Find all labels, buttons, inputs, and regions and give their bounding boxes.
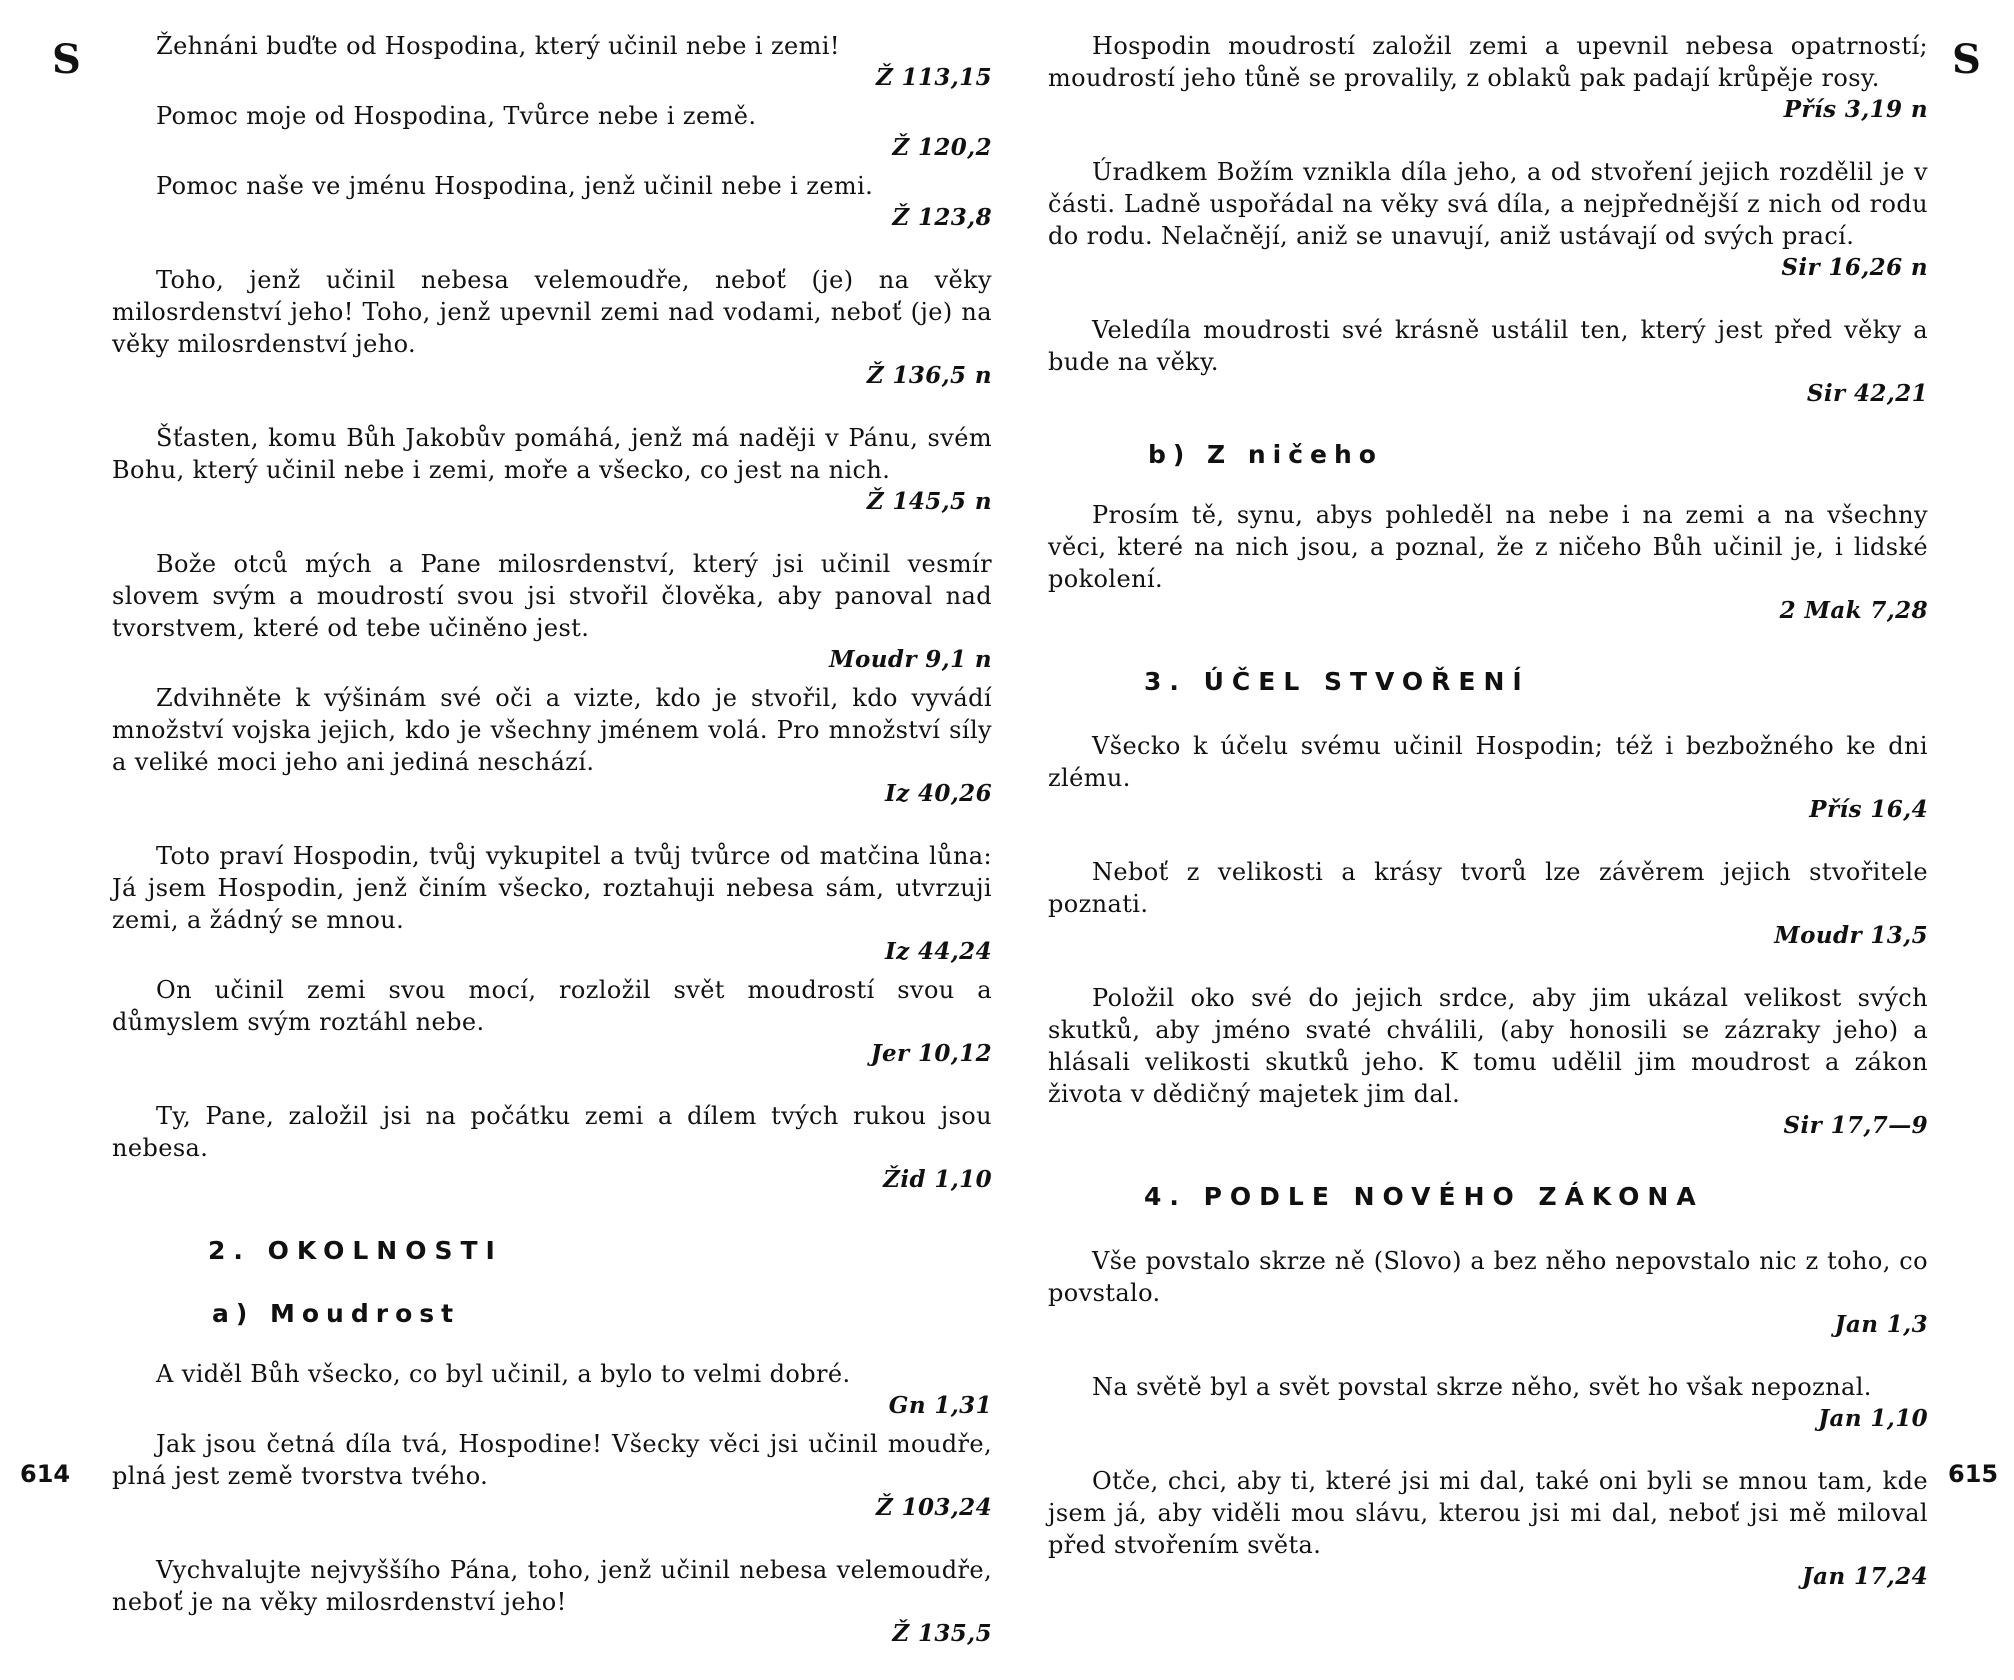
verse [112,1554,992,1650]
verse-reference: Jer 10,12 [870,1040,992,1067]
right-letter-marker: S [1952,36,1981,83]
verse-text: Úradkem Božím vznikla díla jeho, a od stvoření jejich rozdělil je v části. Ladně uspořádal na věky svá díla, a nejpřednější z nich od rodu do rodu. Nelačnějí, aniž se unavují, aniž ustávají od svých prací. [1048,158,1928,250]
verse-text: Šťasten, komu Bůh Jakobův pomáhá, jenž má naději v Pánu, svém Bohu, který učinil nebe i zemi, moře a všecko, co jest na nich. [112,424,992,484]
verse-reference: Moudr 9,1 n [829,646,992,673]
verse [112,30,992,94]
verse-reference: Ž 135,5 [892,1620,992,1647]
verse-text: Žehnáni buďte od Hospodina, který učinil nebe i zemi! [156,32,840,60]
right-verses-a [1048,30,1928,410]
verse-text: Pomoc moje od Hospodina, Tvůrce nebe i země. [156,102,757,130]
verse-text: Bože otců mých a Pane milosrdenství, který jsi učinil vesmír slovem svým a moudrostí svou jsi stvořil člověka, aby panoval nad tvorstvem, které od tebe učiněno jest. [112,550,992,642]
verse-reference: Ž 145,5 n [866,488,992,515]
left-page [112,30,992,1680]
verse-reference: Iz 44,24 [884,938,992,965]
verse [112,548,992,676]
verse-text: On učinil zemi svou mocí, rozložil svět moudrostí svou a důmyslem svým roztáhl nebe. [112,976,992,1036]
verse-reference: Gn 1,31 [888,1392,992,1419]
left-verses-b [112,1358,992,1650]
verse [112,840,992,968]
verse-text: Položil oko své do jejich srdce, aby jim ukázal velikost svých skutků, aby jméno svaté chválili, (aby honosili se zázraky jeho) a hlásali velikosti skutků jeho. K tomu udělil jim moudrost a zákon života v dědičný majetek jim dal. [1048,984,1928,1108]
verse-reference: Iz 40,26 [884,780,992,807]
left-page-number: 614 [20,1460,71,1488]
verse [1048,156,1928,284]
right-verses-d [1048,1245,1928,1593]
verse [1048,730,1928,826]
verse-text: Všecko k účelu svému učinil Hospodin; též i bezbožného ke dni zlému. [1048,732,1928,792]
verse-reference: Ž 136,5 n [866,362,992,389]
verse [1048,856,1928,952]
verse-text: Vychvalujte nejvyššího Pána, toho, jenž učinil nebesa velemoudře, neboť je na věky milosrdenství jeho! [112,1556,992,1616]
verse [1048,1245,1928,1341]
verse-text: Vše povstalo skrze ně (Slovo) a bez něho nepovstalo nic z toho, co povstalo. [1048,1247,1928,1307]
verse-reference: 2 Mak 7,28 [1779,597,1928,624]
section-heading: 2. OKOLNOSTI [208,1236,503,1265]
verse-text: Zdvihněte k výšinám své oči a vizte, kdo je stvořil, kdo vyvádí množství vojska jejich, kdo je všechny jménem volá. Pro množství síly a veliké moci jeho ani jediná neschází. [112,684,992,776]
verse-reference: Ž 113,15 [875,64,992,91]
verse [112,1100,992,1196]
right-verses-b [1048,499,1928,627]
verse-reference: Sir 17,7—9 [1783,1112,1928,1139]
verse-reference: Moudr 13,5 [1774,922,1928,949]
verse-text: Otče, chci, aby ti, které jsi mi dal, také oni byli se mnou tam, kde jsem já, aby viděli mou slávu, kterou jsi mi dal, neboť jsi mě miloval před stvořením světa. [1048,1467,1928,1559]
subsection-heading: a) Moudrost [212,1299,461,1328]
verse [112,100,992,164]
left-letter-marker: S [52,36,81,83]
subsection-heading: b) Z ničeho [1148,440,1383,469]
section-heading: 3. ÚČEL STVOŘENÍ [1144,667,1530,696]
left-verses-a [112,30,992,1196]
verse-reference: Ž 103,24 [875,1494,992,1521]
verse-reference: Ž 120,2 [892,134,992,161]
verse-reference: Přís 16,4 [1809,796,1928,823]
verse-reference: Sir 16,26 n [1781,254,1928,281]
verse [1048,314,1928,410]
verse-reference: Přís 3,19 n [1783,96,1928,123]
verse [112,422,992,518]
verse-reference: Ž 123,8 [892,204,992,231]
verse [1048,499,1928,627]
right-page-number: 615 [1948,1460,1999,1488]
verse [1048,30,1928,126]
verse [112,1428,992,1524]
verse [112,264,992,392]
verse-text: Toho, jenž učinil nebesa velemoudře, neboť (je) na věky milosrdenství jeho! Toho, jenž upevnil zemi nad vodami, neboť (je) na věky milosrdenství jeho. [112,266,992,358]
verse [112,974,992,1070]
verse-reference: Jan 1,3 [1834,1311,1928,1338]
right-page [1048,30,1928,1623]
section-heading: 4. PODLE NOVÉHO ZÁKONA [1144,1182,1704,1211]
verse-text: Prosím tě, synu, abys pohleděl na nebe i na zemi a na všechny věci, které na nich jsou, a poznal, že z ničeho Bůh učinil je, i lidské pokolení. [1048,501,1928,593]
verse-text: Pomoc naše ve jménu Hospodina, jenž učinil nebe i zemi. [156,172,874,200]
verse-reference: Jan 1,10 [1818,1405,1928,1432]
verse-text: Hospodin moudrostí založil zemi a upevnil nebesa opatrností; moudrostí jeho tůně se provalily, z oblaků pak padají krůpěje rosy. [1048,32,1928,92]
verse [112,1358,992,1422]
verse-text: Na světě byl a svět povstal skrze něho, svět ho však nepoznal. [1092,1373,1872,1401]
verse-text: Toto praví Hospodin, tvůj vykupitel a tvůj tvůrce od matčina lůna: Já jsem Hospodin, jenž činím všecko, roztahuji nebesa sám, utvrzuji zemi, a žádný se mnou. [112,842,992,934]
verse-text: Ty, Pane, založil jsi na počátku zemi a dílem tvých rukou jsou nebesa. [112,1102,992,1162]
verse [1048,982,1928,1142]
verse [112,682,992,810]
verse-reference: Sir 42,21 [1806,380,1928,407]
verse-reference: Jan 17,24 [1801,1563,1928,1590]
verse-text: A viděl Bůh všecko, co byl učinil, a bylo to velmi dobré. [156,1360,851,1388]
verse-text: Jak jsou četná díla tvá, Hospodine! Všecky věci jsi učinil moudře, plná jest země tvorstva tvého. [112,1430,992,1490]
verse [1048,1465,1928,1593]
verse [1048,1371,1928,1435]
right-verses-c [1048,730,1928,1142]
verse [112,170,992,234]
verse-text: Veledíla moudrosti své krásně ustálil ten, který jest před věky a bude na věky. [1048,316,1928,376]
verse-text: Neboť z velikosti a krásy tvorů lze závěrem jejich stvořitele poznati. [1048,858,1928,918]
verse-reference: Žid 1,10 [883,1166,992,1193]
